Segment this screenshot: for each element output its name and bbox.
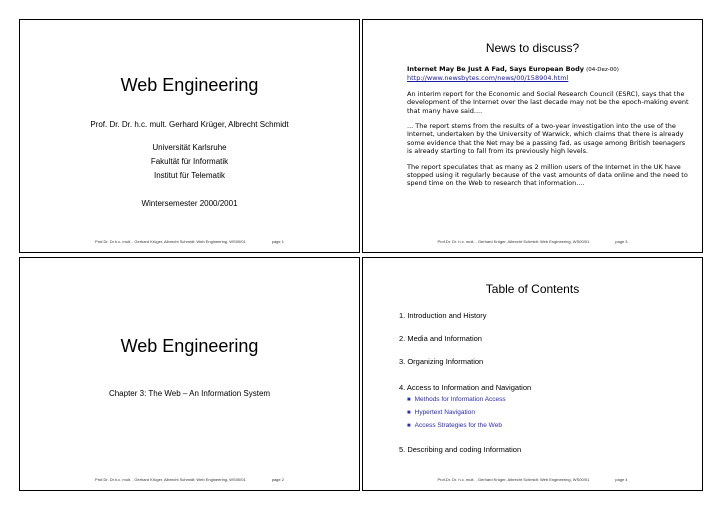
- toc-subitem-label: Hypertext Navigation: [414, 409, 475, 416]
- page-number: page 1: [271, 239, 284, 244]
- slide-2-title: Web Engineering: [120, 336, 259, 356]
- page-number: page 4: [615, 477, 628, 482]
- news-headline-line: [407, 65, 692, 74]
- slide-4: [362, 257, 703, 491]
- news-headline: Internet May Be Just A Fad, Says European Body: [407, 65, 584, 73]
- affiliation-institute: Institut für Telematik: [154, 171, 225, 180]
- slide-4-title: Table of Contents: [485, 282, 580, 296]
- affiliation-university: Universität Karlsruhe: [152, 143, 227, 152]
- news-date: (04-Dez-00): [586, 67, 619, 73]
- toc-item-organizing[interactable]: 3. Organizing Information: [399, 357, 484, 366]
- slide-1-affiliation: [20, 141, 359, 183]
- toc-subitem-strategies[interactable]: [407, 422, 502, 429]
- toc-item-introduction[interactable]: 1. Introduction and History: [399, 311, 487, 320]
- slide-1-authors: Prof. Dr. Dr. h.c. mult. Gerhard Krüger, Albrecht Schmidt: [90, 120, 289, 129]
- toc-subitem-label: Access Strategies for the Web: [414, 422, 502, 429]
- affiliation-faculty: Fakultät für Informatik: [150, 157, 229, 166]
- slide-1-footer: [20, 239, 359, 244]
- toc-item-media[interactable]: 2. Media and Information: [399, 334, 482, 343]
- toc-subitem-methods[interactable]: [407, 396, 506, 403]
- bullet-icon: ■: [407, 397, 411, 403]
- news-paragraph: ... The report stems from the results of a two-year investigation into the use of the Internet, undertaken by the University of Warwick, which claims that there is already some evidence that the Net may be a passing fad, as usage among British teenagers is already starting to fall from its previously high levels.: [407, 122, 686, 156]
- page-number: page 2: [271, 477, 284, 482]
- footer-text: Prof.Dr. Dr.h.c. mult. . Gerhard Krüger, Albrecht Schmidt: Web Engineering, WS00/01: [95, 239, 246, 244]
- toc-subitem-hypertext[interactable]: [407, 409, 475, 416]
- footer-text: Prof.Dr. Dr. h.c. mult. . Gerhard Krüger, Albrecht Schmidt: Web Engineering, WS00/01: [437, 477, 590, 482]
- slide-3-title: News to discuss?: [485, 41, 580, 55]
- news-body: [407, 65, 692, 188]
- slide-3: [362, 19, 703, 253]
- slide-1-title: Web Engineering: [120, 75, 259, 95]
- bullet-icon: ■: [407, 423, 411, 429]
- slide-1-semester: Wintersemester 2000/2001: [141, 199, 238, 208]
- footer-text: Prof.Dr. Dr. h.c. mult. . Gerhard Krüger, Albrecht Schmidt: Web Engineering, WS00/01: [437, 239, 590, 244]
- slide-1: [19, 19, 360, 253]
- toc-item-describing[interactable]: 5. Describing and coding Information: [399, 445, 522, 454]
- chapter-title: Chapter 3: The Web – An Information System: [108, 389, 271, 398]
- slide-3-footer: [363, 239, 702, 244]
- news-link[interactable]: http://www.newsbytes.com/news/00/158904.html: [407, 74, 569, 83]
- news-paragraph: An interim report for the Economic and Social Research Council (ESRC), says that the development of the Internet over the last decade may not be the epoch-making event that many have said....: [407, 89, 689, 115]
- bullet-icon: ■: [407, 410, 411, 416]
- slide-4-footer: [363, 477, 702, 482]
- news-paragraph: The report speculates that as many as 2 million users of the Internet in the UK have stopped using it regularly because of the vast amounts of data online and the need to spend time on the Web to research that information....: [407, 162, 688, 188]
- footer-text: Prof.Dr. Dr.h.c. mult. . Gerhard Krüger, Albrecht Schmidt: Web Engineering, WS00/01: [95, 477, 246, 482]
- toc-subitem-label: Methods for Information Access: [414, 396, 506, 403]
- slide-2-footer: [20, 477, 359, 482]
- page-number: page 3: [615, 239, 628, 244]
- slide-2: [19, 257, 360, 491]
- toc-item-access[interactable]: 4. Access to Information and Navigation: [399, 383, 532, 392]
